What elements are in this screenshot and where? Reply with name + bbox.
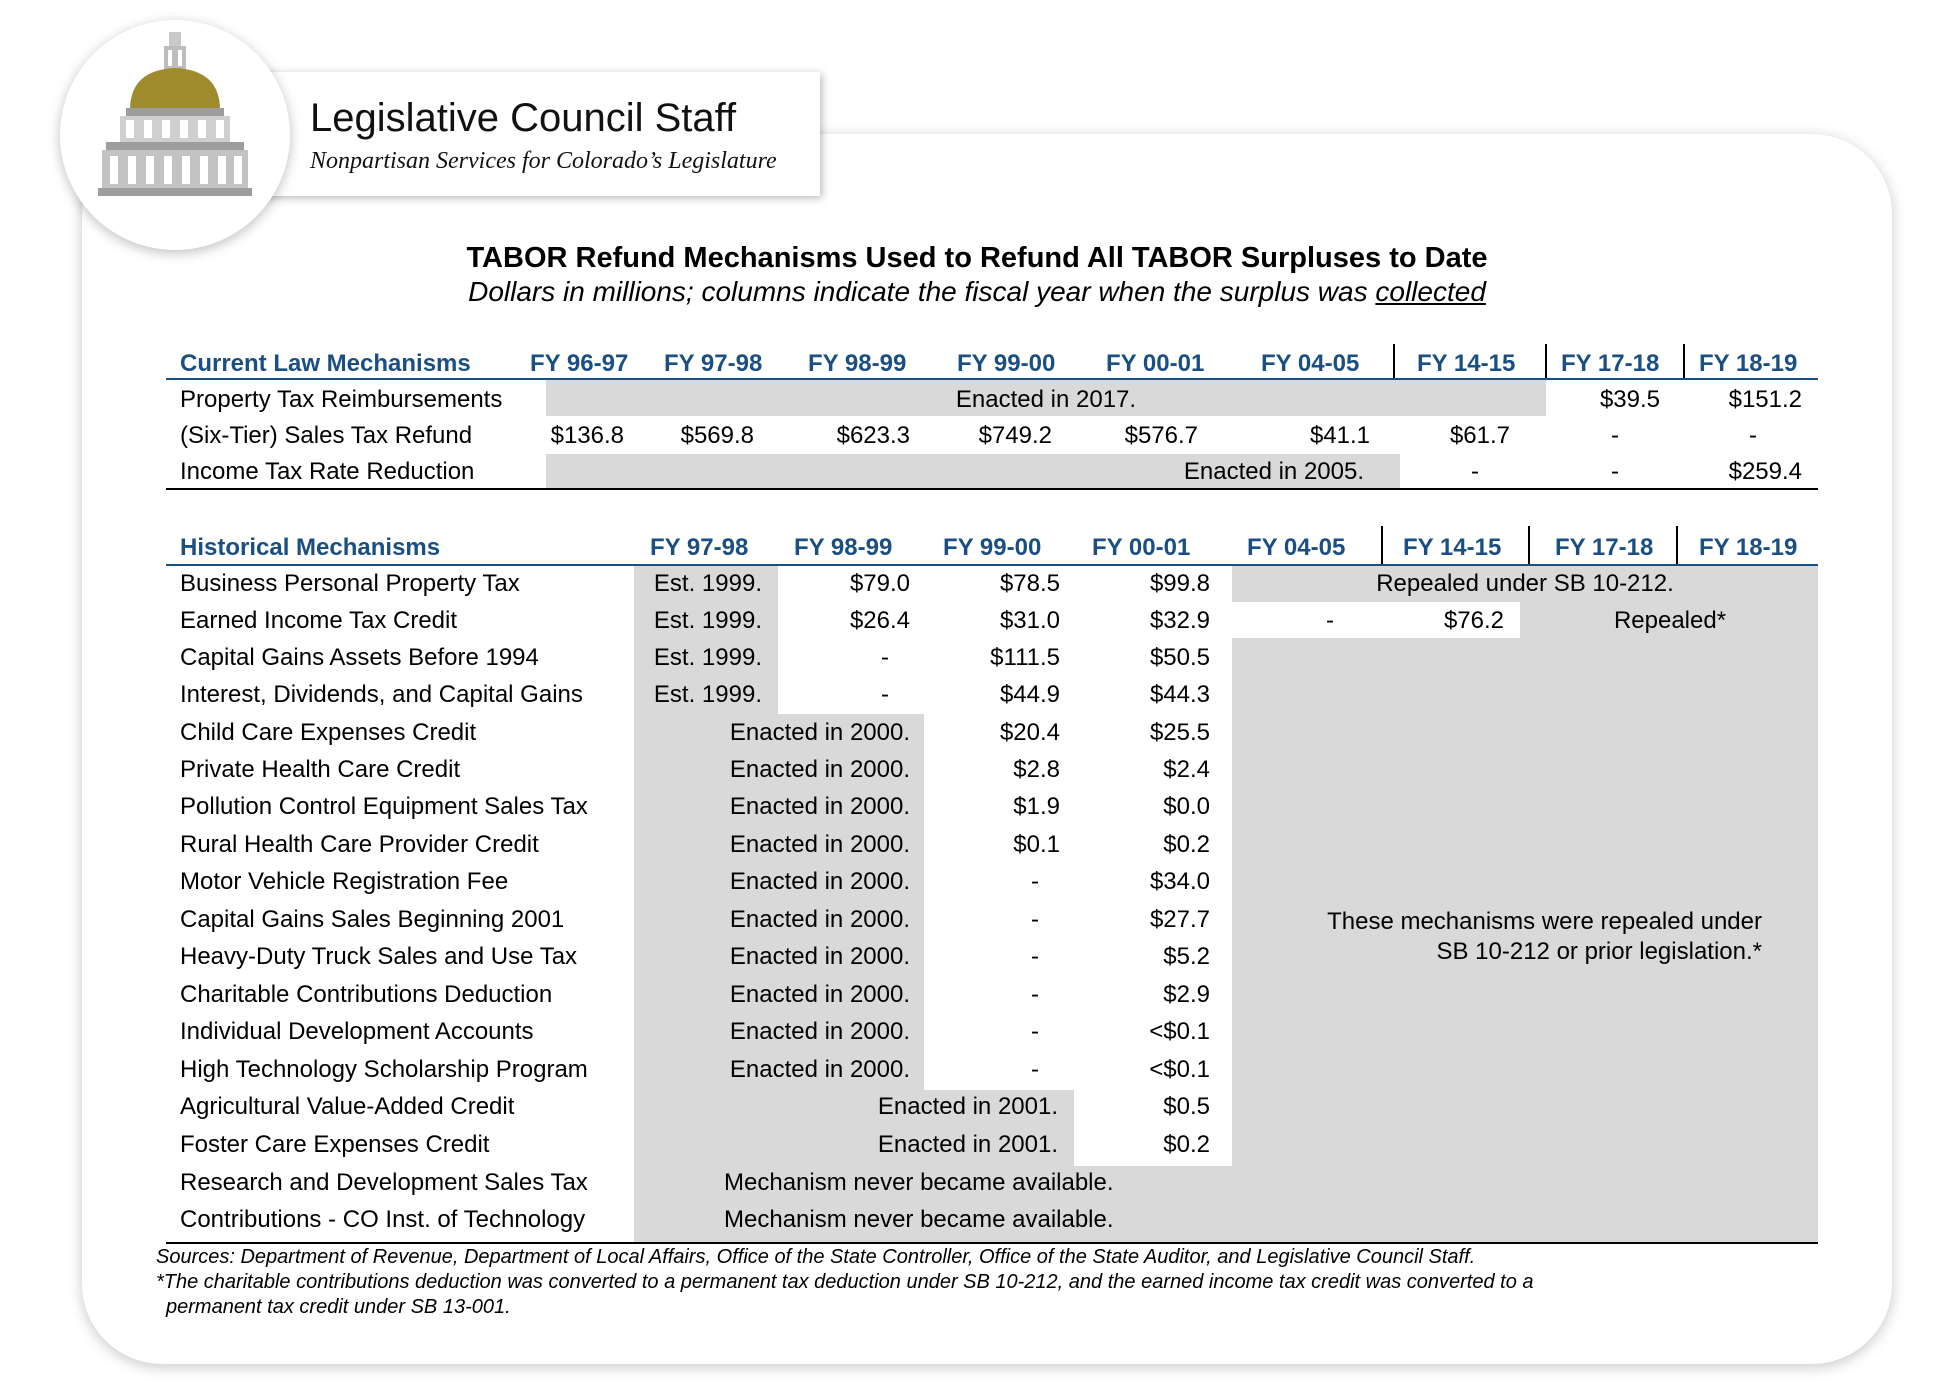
row-label: (Six-Tier) Sales Tax Refund	[180, 422, 473, 449]
col-header: FY 98-99	[808, 350, 907, 377]
cell-value: $44.3	[1149, 681, 1210, 708]
row-label: Private Health Care Credit	[180, 756, 461, 783]
cell-value: $623.3	[836, 422, 910, 449]
cell-note: Enacted in 2000.	[729, 868, 910, 895]
row-label: Foster Care Expenses Credit	[180, 1131, 490, 1158]
subtitle-underlined: collected	[1375, 276, 1486, 307]
row-label: Contributions - CO Inst. of Technology	[180, 1206, 586, 1233]
cell-note: Est. 1999.	[653, 607, 762, 634]
cell-value: $99.8	[1149, 570, 1210, 597]
col-header: FY 00-01	[1092, 534, 1191, 561]
cell-value: $44.9	[999, 681, 1060, 708]
cell-value: $576.7	[1124, 422, 1198, 449]
row-label: Research and Development Sales Tax	[180, 1169, 588, 1196]
cell-value: $151.2	[1728, 386, 1802, 413]
col-header: FY 14-15	[1417, 350, 1516, 377]
cell-value: -	[1749, 422, 1757, 449]
cell-value: $20.4	[999, 719, 1060, 746]
cell-value: <$0.1	[1149, 1018, 1210, 1045]
cell-value: -	[881, 644, 889, 671]
cell-note: Enacted in 2000.	[729, 943, 910, 970]
cell-value: -	[1611, 422, 1619, 449]
cell-note: Enacted in 2000.	[729, 981, 910, 1008]
cell-value: -	[1031, 868, 1039, 895]
cell-value: $0.1	[1013, 831, 1060, 858]
cell-value: -	[1611, 458, 1619, 485]
col-header: FY 97-98	[650, 534, 749, 561]
historical-header: Historical Mechanisms	[180, 534, 441, 561]
cell-value: $2.4	[1163, 756, 1210, 783]
col-header: FY 96-97	[530, 350, 629, 377]
row-label: Earned Income Tax Credit	[180, 607, 458, 634]
col-header: FY 18-19	[1699, 534, 1798, 561]
footnote-star: *The charitable contributions deduction was converted to a permanent tax deduction under SB 10-212, and the earned income tax credit was converted to a	[156, 1271, 1534, 1293]
row-label: High Technology Scholarship Program	[180, 1056, 588, 1083]
cell-note: Mechanism never became available.	[724, 1206, 1114, 1233]
col-header: FY 17-18	[1561, 350, 1660, 377]
cell-value: <$0.1	[1149, 1056, 1210, 1083]
cell-note: Est. 1999.	[653, 644, 762, 671]
row-label: Business Personal Property Tax	[180, 570, 520, 597]
cell-note: Enacted in 2000.	[729, 906, 910, 933]
cell-note: Enacted in 2000.	[729, 793, 910, 820]
cell-value: $5.2	[1163, 943, 1210, 970]
page-title: TABOR Refund Mechanisms Used to Refund All TABOR Surpluses to Date	[466, 242, 1488, 274]
cell-value: $34.0	[1149, 868, 1210, 895]
row-label: Capital Gains Sales Beginning 2001	[180, 906, 565, 933]
cell-value: $25.5	[1149, 719, 1210, 746]
cell-value: -	[1031, 906, 1039, 933]
cell-note: Enacted in 2000.	[729, 756, 910, 783]
cell-note: Enacted in 2000.	[729, 1018, 910, 1045]
cell-note: Enacted in 2001.	[877, 1093, 1058, 1120]
cell-value: $2.9	[1163, 981, 1210, 1008]
cell-value: $76.2	[1443, 607, 1504, 634]
col-header: FY 98-99	[794, 534, 893, 561]
repealed-note: Repealed*	[1613, 607, 1727, 634]
cell-value: -	[1031, 943, 1039, 970]
cell-value: $569.8	[680, 422, 754, 449]
cell-value: $27.7	[1149, 906, 1210, 933]
cell-value: $61.7	[1449, 422, 1510, 449]
row-label: Heavy-Duty Truck Sales and Use Tax	[180, 943, 578, 970]
cell-value: $26.4	[849, 607, 910, 634]
col-header: FY 04-05	[1247, 534, 1346, 561]
row-label: Individual Development Accounts	[180, 1018, 534, 1045]
cell-value: $259.4	[1728, 458, 1802, 485]
col-divider	[1528, 526, 1530, 564]
row-label: Child Care Expenses Credit	[180, 719, 477, 746]
page-subtitle	[0, 276, 1954, 308]
org-name: Legislative Council Staff	[310, 96, 737, 140]
cell-value: $50.5	[1149, 644, 1210, 671]
row-label: Pollution Control Equipment Sales Tax	[180, 793, 588, 820]
current-header: Current Law Mechanisms	[180, 350, 471, 377]
row-label: Agricultural Value-Added Credit	[180, 1093, 515, 1120]
org-banner	[210, 72, 820, 196]
cell-value: $0.5	[1163, 1093, 1210, 1120]
row-note: Enacted in 2005.	[1183, 458, 1364, 485]
cell-note: Est. 1999.	[653, 681, 762, 708]
col-header: FY 99-00	[957, 350, 1056, 377]
cell-note: Est. 1999.	[653, 570, 762, 597]
row-label: Capital Gains Assets Before 1994	[180, 644, 539, 671]
cell-note: Enacted in 2000.	[729, 1056, 910, 1083]
org-tagline: Nonpartisan Services for Colorado’s Legislature	[310, 148, 777, 174]
col-header: FY 00-01	[1106, 350, 1205, 377]
cell-value: $78.5	[999, 570, 1060, 597]
row-label: Rural Health Care Provider Credit	[180, 831, 539, 858]
footnote-star-cont: permanent tax credit under SB 13-001.	[166, 1296, 511, 1318]
table-bottom-rule	[166, 1242, 1818, 1244]
cell-value: -	[1326, 607, 1334, 634]
cell-value: $2.8	[1013, 756, 1060, 783]
repealed-block-note: SB 10-212 or prior legislation.*	[1436, 938, 1762, 965]
col-divider	[1393, 344, 1395, 378]
col-header: FY 18-19	[1699, 350, 1798, 377]
cell-value: $136.8	[550, 422, 624, 449]
cell-value: $39.5	[1599, 386, 1660, 413]
row-label: Income Tax Rate Reduction	[180, 458, 475, 485]
col-divider	[1545, 344, 1547, 378]
col-divider	[1381, 526, 1383, 564]
cell-value: $0.2	[1163, 831, 1210, 858]
cell-note: Enacted in 2001.	[877, 1131, 1058, 1158]
row-label: Charitable Contributions Deduction	[180, 981, 553, 1008]
col-header: FY 04-05	[1261, 350, 1360, 377]
cell-note: Enacted in 2000.	[729, 831, 910, 858]
cell-value: $0.2	[1163, 1131, 1210, 1158]
cell-value: -	[1031, 1018, 1039, 1045]
cell-note: Enacted in 2000.	[729, 719, 910, 746]
shade-repealed-block	[1232, 638, 1818, 1166]
col-divider	[1676, 526, 1678, 564]
col-divider	[1683, 344, 1685, 378]
subtitle-text: Dollars in millions; columns indicate the fiscal year when the surplus was	[468, 276, 1376, 307]
col-header: FY 99-00	[943, 534, 1042, 561]
cell-value: -	[1031, 981, 1039, 1008]
cell-value: $32.9	[1149, 607, 1210, 634]
row-label: Interest, Dividends, and Capital Gains	[180, 681, 583, 708]
cell-value: -	[1471, 458, 1479, 485]
col-header: FY 97-98	[664, 350, 763, 377]
cell-value: -	[1031, 1056, 1039, 1083]
col-header: FY 17-18	[1555, 534, 1654, 561]
cell-note: Mechanism never became available.	[724, 1169, 1114, 1196]
row-label: Motor Vehicle Registration Fee	[180, 868, 509, 895]
repealed-note: Repealed under SB 10-212.	[1376, 570, 1674, 597]
cell-value: $1.9	[1013, 793, 1060, 820]
cell-value: $79.0	[849, 570, 910, 597]
row-note: Enacted in 2017.	[955, 386, 1137, 413]
cell-value: -	[881, 681, 889, 708]
cell-value: $41.1	[1309, 422, 1370, 449]
cell-value: $749.2	[978, 422, 1052, 449]
table-bottom-rule	[166, 488, 1818, 490]
cell-value: $31.0	[999, 607, 1060, 634]
repealed-block-note: These mechanisms were repealed under	[1327, 908, 1762, 935]
capitol-dome-icon	[60, 20, 290, 250]
capitol-logo	[60, 20, 290, 250]
sources-note: Sources: Department of Revenue, Department of Local Affairs, Office of the State Controller, Office of the State Auditor, and Legislative Council Staff.	[156, 1246, 1476, 1268]
cell-value: $0.0	[1163, 793, 1210, 820]
cell-value: $111.5	[990, 644, 1060, 671]
col-header: FY 14-15	[1403, 534, 1502, 561]
row-label: Property Tax Reimbursements	[180, 386, 503, 413]
